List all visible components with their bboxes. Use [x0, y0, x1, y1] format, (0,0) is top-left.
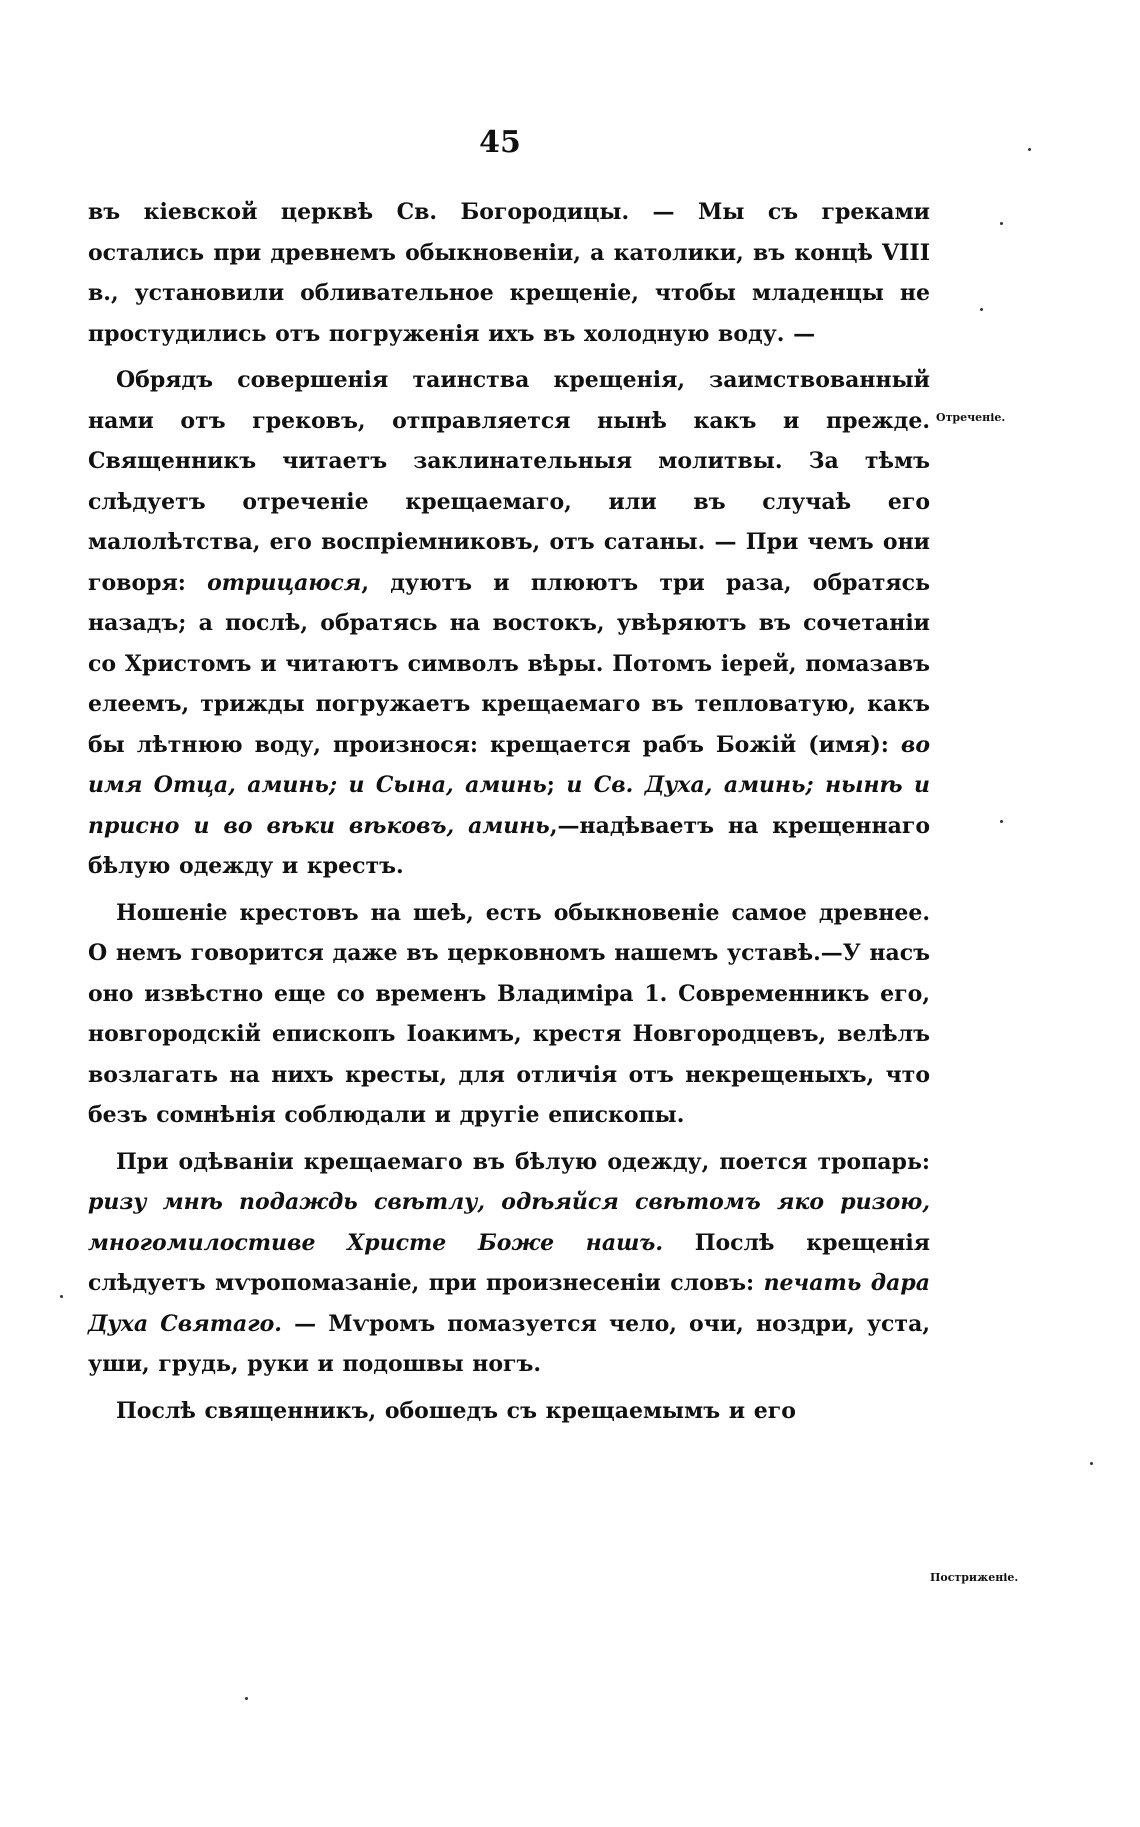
italic-run: отрицаюся: [207, 569, 362, 596]
text-run: — Мѵромъ помазуется чело, очи, ноздри, уста, уши, грудь, руки и подошвы ногъ.: [88, 1310, 930, 1377]
page-number: 45: [479, 125, 521, 160]
margin-note-tonsure: Постриженіе.: [930, 1571, 1019, 1584]
italic-run: ризу мнѣ подаждь свѣтлу, одѣяйся свѣтомъ яко ризою, многомилостиве Христе Боже нашъ.: [88, 1189, 930, 1256]
text-run: ,—надѣваетъ на крещеннаго бѣлую одежду и крестъ.: [88, 812, 930, 879]
body-text: [88, 192, 930, 1431]
italic-run: во имя Отца, аминь; и Сына, аминь: [88, 731, 930, 798]
text-run: Послѣ священникъ, обошедъ съ крещаемымъ и его: [116, 1397, 796, 1424]
scan-speck: [980, 308, 983, 311]
margin-note-renunciation: Отреченіе.: [936, 411, 1006, 424]
italic-run: и Св. Духа, аминь; нынѣ и присно и во вѣки вѣковъ, аминь: [88, 772, 931, 839]
paragraph: [88, 192, 930, 354]
text-run: , дуютъ и плюютъ три раза, обратясь назадъ; а послѣ, обратясь на востокъ, увѣряютъ въ сочетаніи со Христомъ и читаютъ символъ вѣры. Потомъ іерей, помазавъ елеемъ, трижды погружаетъ крещаемаго въ тепловатую, какъ бы лѣтнюю воду, произнося: крещается рабъ Божій (имя):: [88, 569, 930, 758]
text-run: При одѣваніи крещаемаго въ бѣлую одежду, поется тропарь:: [116, 1148, 930, 1175]
scan-speck: [60, 1295, 63, 1298]
paragraph: [88, 360, 930, 887]
paragraph: [88, 1142, 930, 1385]
text-run: Обрядъ совершенія таинства крещенія, заимствованный нами отъ грековъ, отправляется нынѣ какъ и прежде. Священникъ читаетъ заклинательныя молитвы. За тѣмъ слѣдуетъ отреченіе крещаемаго, или въ случаѣ его малолѣтства, его воспріемниковъ, отъ сатаны. — При чемъ они говоря:: [88, 367, 930, 596]
paragraph: [88, 1391, 930, 1432]
text-run: Ношеніе крестовъ на шеѣ, есть обыкновеніе самое древнее. О немъ говорится даже въ церковномъ нашемъ уставѣ.—У насъ оно извѣстно еще со временъ Владиміра 1. Современникъ его, новгородскій епископъ Іоакимъ, крестя Новгородцевъ, велѣлъ возлагать на нихъ кресты, для отличія отъ некрещеныхъ, что безъ сомнѣнія соблюдали и другіе епископы.: [88, 899, 930, 1128]
text-run: ;: [546, 772, 567, 798]
italic-run: печать дара Духа Святаго.: [88, 1270, 930, 1337]
scan-speck: [245, 1697, 248, 1700]
scan-speck: [1000, 222, 1003, 225]
scan-speck: [1028, 148, 1031, 151]
scan-speck: [1090, 1462, 1093, 1465]
paragraph: [88, 893, 930, 1136]
text-run: въ кіевской церквѣ Св. Богородицы. — Мы съ греками остались при древнемъ обыкновеніи, а католики, въ концѣ VIII в., установили обливательное крещеніе, чтобы младенцы не простудились отъ погруженія ихъ въ холодную воду. —: [88, 199, 930, 347]
text-run: Послѣ крещенія слѣдуетъ мѵропомазаніе, при произнесеніи словъ:: [88, 1229, 930, 1296]
scan-speck: [1000, 820, 1003, 823]
